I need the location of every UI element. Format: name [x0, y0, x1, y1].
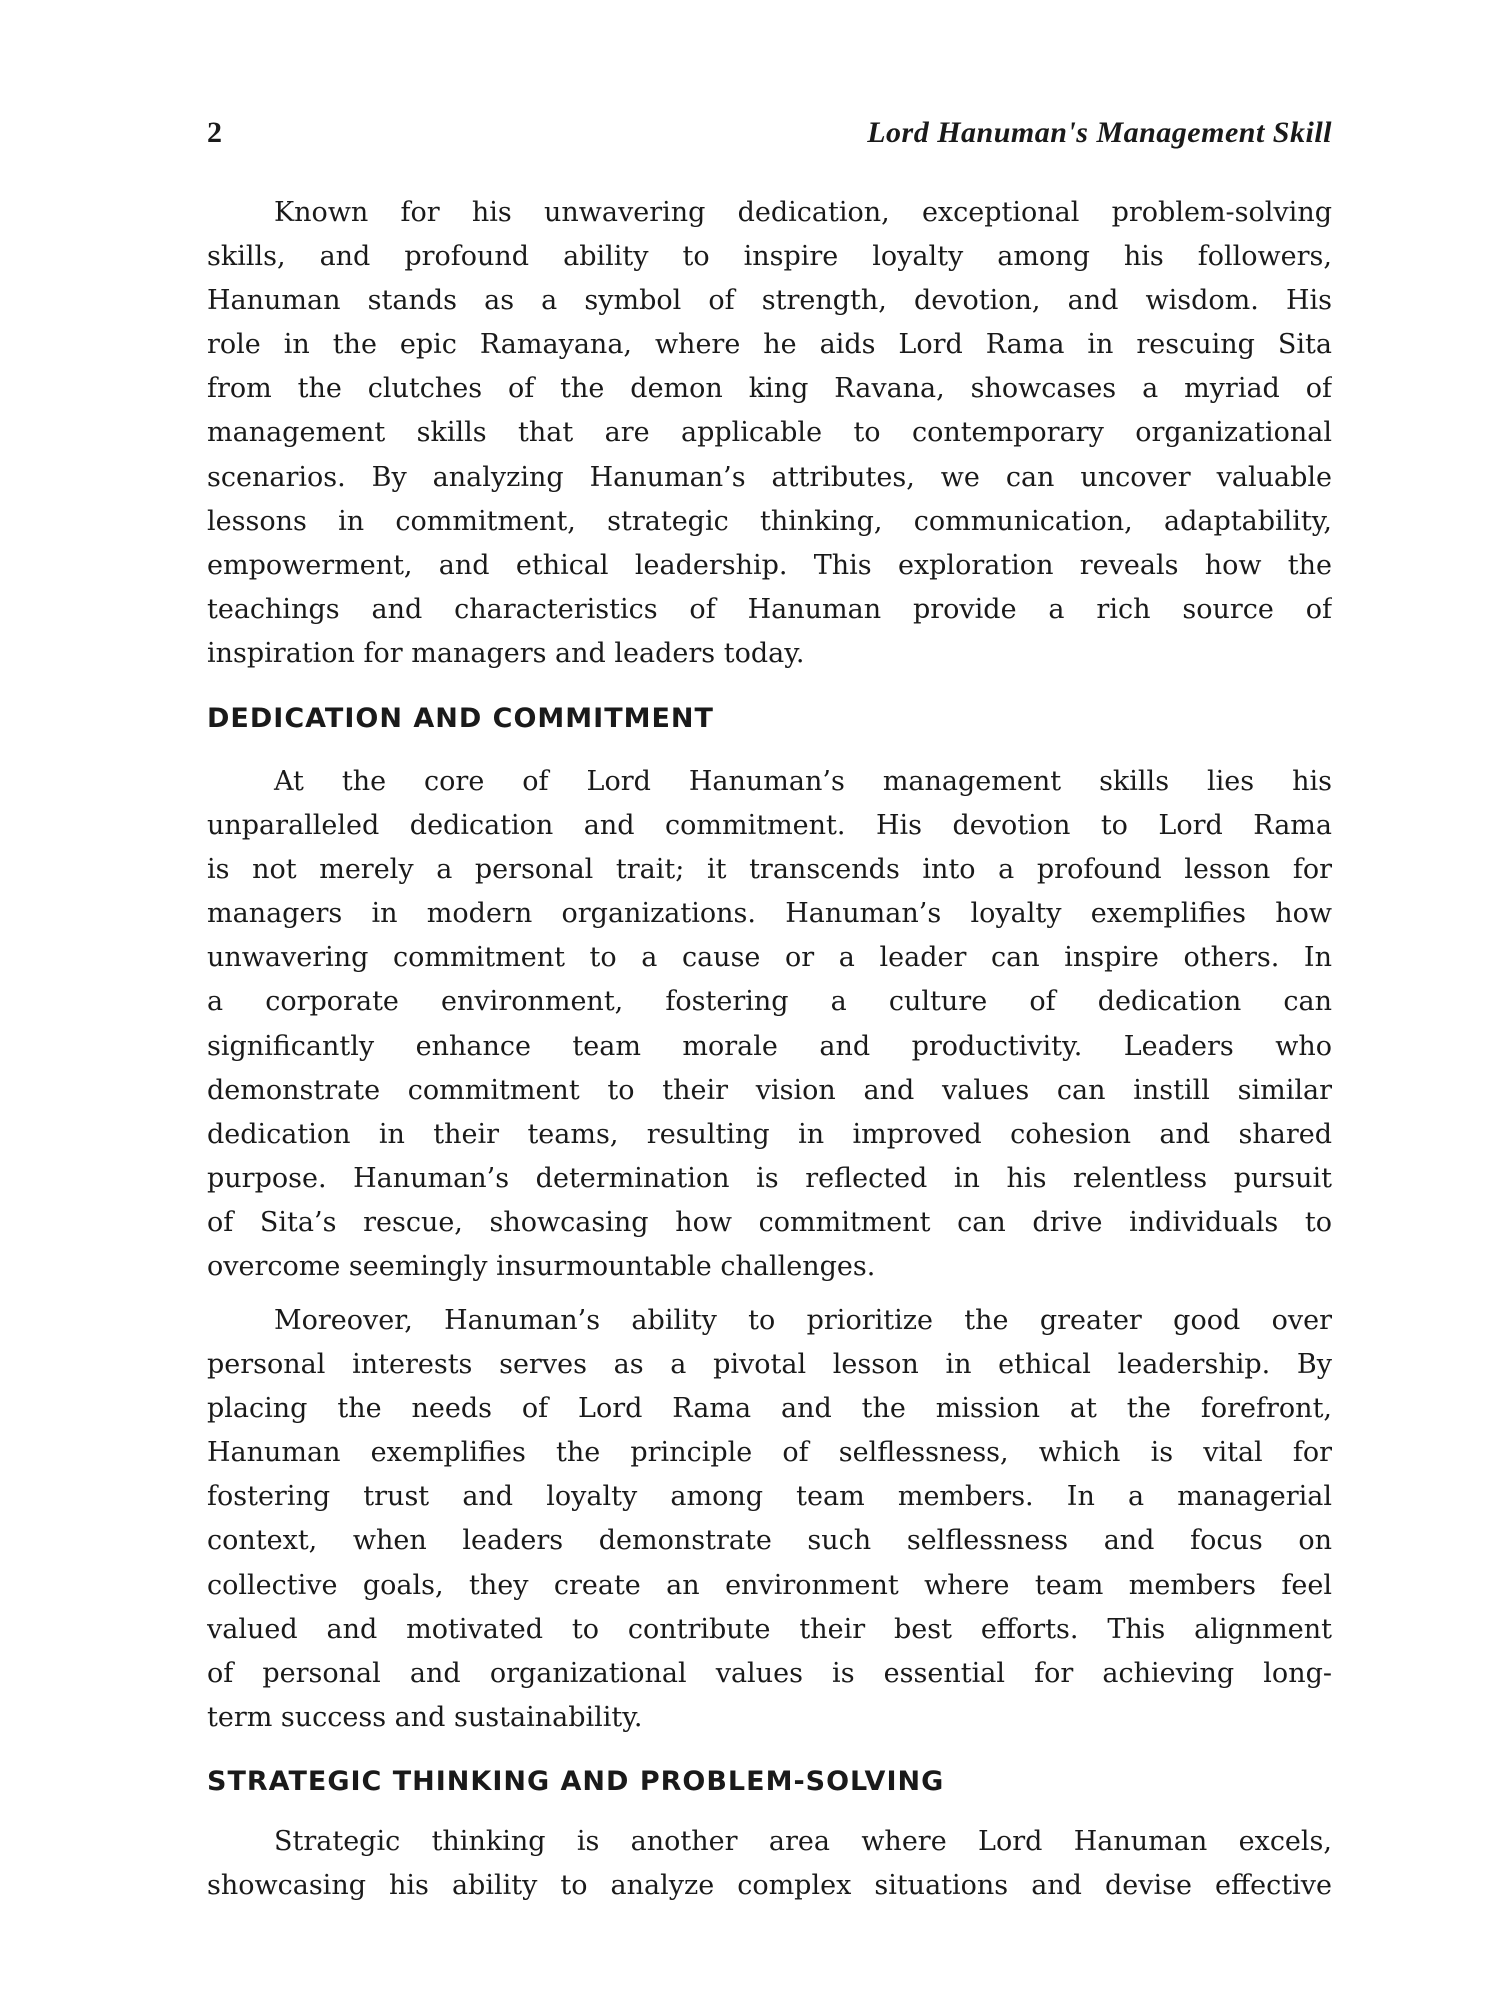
- text-line: Hanuman exemplifies the principle of selflessness, which is vital for: [207, 1437, 1332, 1469]
- text-line: placing the needs of Lord Rama and the mission at the forefront,: [207, 1393, 1332, 1425]
- text-line: management skills that are applicable to contemporary organizational: [207, 417, 1332, 449]
- text-line: fostering trust and loyalty among team members. In a managerial: [207, 1481, 1332, 1513]
- text-line: teachings and characteristics of Hanuman provide a rich source of: [207, 593, 1332, 625]
- text-line: demonstrate commitment to their vision and values can instill similar: [207, 1074, 1332, 1106]
- text-line: skills, and profound ability to inspire loyalty among his followers,: [207, 241, 1332, 273]
- text-line: unparalleled dedication and commitment. His devotion to Lord Rama: [207, 810, 1332, 842]
- text-line: a corporate environment, fostering a culture of dedication can: [207, 986, 1332, 1018]
- paragraph-strategic: [207, 1820, 1332, 1908]
- text-line: Strategic thinking is another area where Lord Hanuman excels,: [274, 1826, 1332, 1857]
- text-line: of Sita’s rescue, showcasing how commitment can drive individuals to: [207, 1206, 1332, 1238]
- text-line: Hanuman stands as a symbol of strength, devotion, and wisdom. His: [207, 285, 1332, 317]
- text-line: dedication in their teams, resulting in improved cohesion and shared: [207, 1118, 1332, 1150]
- paragraph-dedication-2: [207, 1299, 1332, 1740]
- section-heading-dedication: DEDICATION AND COMMITMENT: [207, 703, 714, 734]
- text-line: purpose. Hanuman’s determination is reflected in his relentless pursuit: [207, 1162, 1332, 1194]
- text-line: is not merely a personal trait; it transcends into a profound lesson for: [207, 854, 1332, 886]
- text-line: collective goals, they create an environment where team members feel: [207, 1569, 1332, 1601]
- section-heading-strategic: STRATEGIC THINKING AND PROBLEM-SOLVING: [207, 1766, 945, 1797]
- paragraph-intro: [207, 191, 1332, 676]
- text-line: role in the epic Ramayana, where he aids Lord Rama in rescuing Sita: [207, 329, 1332, 361]
- text-line: inspiration for managers and leaders today.: [207, 637, 805, 669]
- text-line: term success and sustainability.: [207, 1701, 643, 1733]
- text-line: of personal and organizational values is essential for achieving long-: [207, 1657, 1332, 1689]
- text-line: from the clutches of the demon king Ravana, showcases a myriad of: [207, 373, 1332, 405]
- text-line: valued and motivated to contribute their best efforts. This alignment: [207, 1613, 1332, 1645]
- running-title: Lord Hanuman's Management Skill: [867, 116, 1332, 149]
- text-line: showcasing his ability to analyze complex situations and devise effective: [207, 1870, 1332, 1902]
- paragraph-dedication-1: [207, 760, 1332, 1289]
- text-line: significantly enhance team morale and productivity. Leaders who: [207, 1030, 1332, 1062]
- text-line: context, when leaders demonstrate such selflessness and focus on: [207, 1525, 1332, 1557]
- text-line: overcome seemingly insurmountable challenges.: [207, 1251, 876, 1283]
- text-line: Moreover, Hanuman’s ability to prioritize the greater good over: [274, 1305, 1332, 1336]
- page-number: 2: [207, 116, 222, 149]
- text-line: lessons in commitment, strategic thinking, communication, adaptability,: [207, 505, 1332, 537]
- text-line: scenarios. By analyzing Hanuman’s attributes, we can uncover valuable: [207, 461, 1332, 493]
- text-line: personal interests serves as a pivotal lesson in ethical leadership. By: [207, 1349, 1332, 1381]
- text-line: At the core of Lord Hanuman’s management skills lies his: [274, 766, 1332, 797]
- text-line: unwavering commitment to a cause or a leader can inspire others. In: [207, 942, 1332, 974]
- text-line: Known for his unwavering dedication, exceptional problem-solving: [274, 197, 1332, 228]
- text-line: managers in modern organizations. Hanuman’s loyalty exemplifies how: [207, 898, 1332, 930]
- text-line: empowerment, and ethical leadership. This exploration reveals how the: [207, 549, 1332, 581]
